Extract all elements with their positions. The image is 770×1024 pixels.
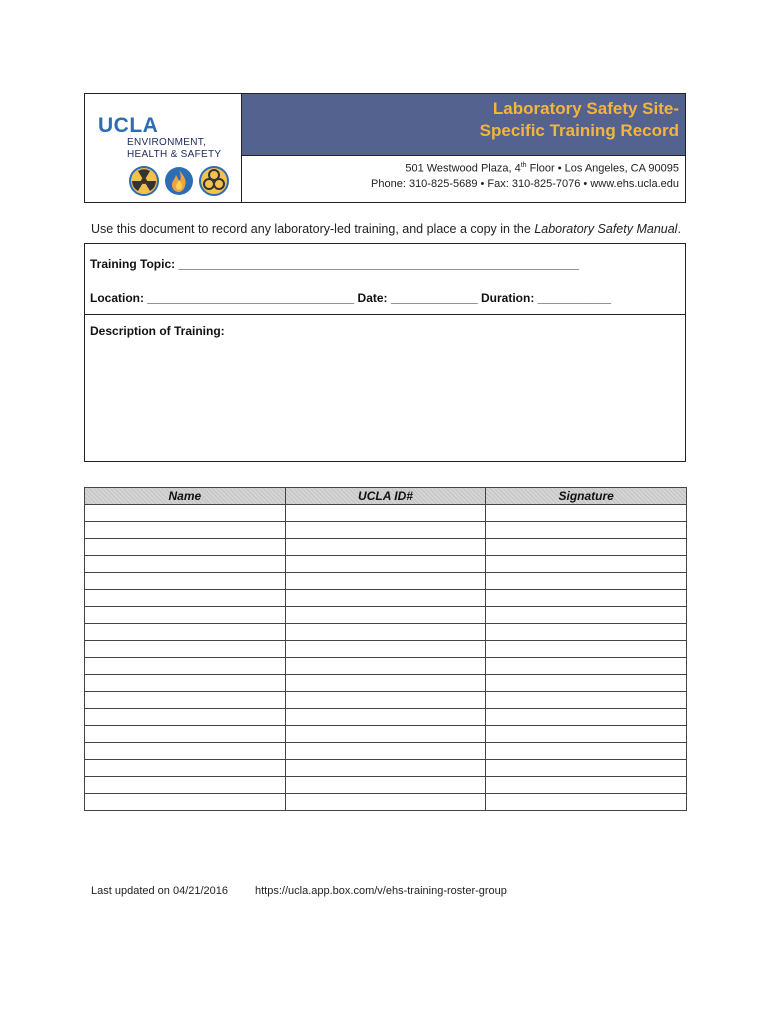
table-row bbox=[85, 794, 687, 811]
signature-cell[interactable] bbox=[486, 641, 687, 658]
biohazard-icon bbox=[200, 167, 228, 195]
name-cell[interactable] bbox=[85, 539, 286, 556]
intro-end: . bbox=[677, 222, 681, 236]
ucla-id-cell[interactable] bbox=[285, 709, 486, 726]
ucla-id-cell[interactable] bbox=[285, 794, 486, 811]
table-row bbox=[85, 573, 687, 590]
name-cell[interactable] bbox=[85, 624, 286, 641]
fire-icon bbox=[165, 167, 193, 195]
logo-subtitle-line2: HEALTH & SAFETY bbox=[127, 149, 222, 160]
document-title bbox=[480, 98, 679, 142]
training-form bbox=[84, 243, 686, 462]
roster-table bbox=[84, 487, 687, 811]
header-box bbox=[84, 93, 686, 203]
logo-wordmark: UCLA bbox=[98, 114, 159, 137]
name-cell[interactable] bbox=[85, 743, 286, 760]
ucla-id-cell[interactable] bbox=[285, 658, 486, 675]
name-cell[interactable] bbox=[85, 607, 286, 624]
name-cell[interactable] bbox=[85, 590, 286, 607]
table-row bbox=[85, 624, 687, 641]
name-cell[interactable] bbox=[85, 777, 286, 794]
table-row bbox=[85, 658, 687, 675]
ucla-id-cell[interactable] bbox=[285, 641, 486, 658]
name-cell[interactable] bbox=[85, 556, 286, 573]
signature-cell[interactable] bbox=[486, 658, 687, 675]
title-line2: Specific Training Record bbox=[479, 121, 679, 140]
address-post: Floor • Los Angeles, CA 90095 bbox=[526, 162, 679, 175]
name-cell[interactable] bbox=[85, 505, 286, 522]
ucla-id-cell[interactable] bbox=[285, 777, 486, 794]
signature-cell[interactable] bbox=[486, 709, 687, 726]
signature-cell[interactable] bbox=[486, 760, 687, 777]
description-label: Description of Training: bbox=[90, 324, 225, 338]
name-cell[interactable] bbox=[85, 692, 286, 709]
ucla-id-cell[interactable] bbox=[285, 726, 486, 743]
name-cell[interactable] bbox=[85, 658, 286, 675]
signature-cell[interactable] bbox=[486, 607, 687, 624]
signature-cell[interactable] bbox=[486, 556, 687, 573]
ucla-id-cell[interactable] bbox=[285, 556, 486, 573]
table-row bbox=[85, 556, 687, 573]
signature-cell[interactable] bbox=[486, 777, 687, 794]
table-row bbox=[85, 675, 687, 692]
table-row bbox=[85, 505, 687, 522]
ucla-id-cell[interactable] bbox=[285, 573, 486, 590]
table-row bbox=[85, 590, 687, 607]
signature-cell[interactable] bbox=[486, 794, 687, 811]
title-line1: Laboratory Safety Site- bbox=[492, 99, 679, 118]
intro-emphasis: Laboratory Safety Manual bbox=[534, 222, 678, 236]
hazard-icons bbox=[129, 166, 233, 196]
ucla-id-cell[interactable] bbox=[285, 692, 486, 709]
contact-line: Phone: 310-825-5689 • Fax: 310-825-7076 • www.ehs.ucla.edu bbox=[371, 178, 679, 190]
intro-main: Use this document to record any laboratory-led training, and place a copy in the bbox=[91, 222, 535, 236]
radiation-icon bbox=[130, 167, 158, 195]
table-row bbox=[85, 641, 687, 658]
roster-body bbox=[85, 505, 687, 811]
table-row bbox=[85, 692, 687, 709]
address-pre: 501 Westwood Plaza, 4 bbox=[405, 162, 521, 175]
table-row bbox=[85, 743, 687, 760]
column-header-signature: Signature bbox=[486, 488, 687, 505]
table-row bbox=[85, 709, 687, 726]
name-cell[interactable] bbox=[85, 709, 286, 726]
table-row bbox=[85, 777, 687, 794]
last-updated: Last updated on 04/21/2016 bbox=[91, 885, 229, 897]
ucla-id-cell[interactable] bbox=[285, 539, 486, 556]
logo-subtitle bbox=[127, 137, 221, 161]
name-cell[interactable] bbox=[85, 522, 286, 539]
signature-cell[interactable] bbox=[486, 573, 687, 590]
title-banner bbox=[242, 94, 685, 156]
signature-cell[interactable] bbox=[486, 692, 687, 709]
roster-header-row bbox=[85, 488, 687, 505]
table-row bbox=[85, 539, 687, 556]
contact-block bbox=[242, 156, 685, 202]
location-date-duration-field[interactable]: Location: _______________________________ Date: _____________ Duration: ___________ bbox=[90, 291, 612, 305]
name-cell[interactable] bbox=[85, 760, 286, 777]
signature-cell[interactable] bbox=[486, 539, 687, 556]
name-cell[interactable] bbox=[85, 573, 286, 590]
signature-cell[interactable] bbox=[486, 590, 687, 607]
table-row bbox=[85, 607, 687, 624]
ucla-id-cell[interactable] bbox=[285, 743, 486, 760]
signature-cell[interactable] bbox=[486, 743, 687, 760]
signature-cell[interactable] bbox=[486, 624, 687, 641]
signature-cell[interactable] bbox=[486, 505, 687, 522]
table-row bbox=[85, 522, 687, 539]
name-cell[interactable] bbox=[85, 726, 286, 743]
signature-cell[interactable] bbox=[486, 522, 687, 539]
footer-link[interactable]: https://ucla.app.box.com/v/ehs-training-roster-group bbox=[255, 885, 507, 897]
training-topic-field[interactable]: Training Topic: ____________________________________________________________ bbox=[90, 257, 579, 271]
name-cell[interactable] bbox=[85, 641, 286, 658]
logo bbox=[85, 94, 242, 202]
intro-text bbox=[91, 222, 681, 236]
logo-subtitle-line1: ENVIRONMENT, bbox=[127, 137, 207, 148]
signature-cell[interactable] bbox=[486, 675, 687, 692]
description-field[interactable] bbox=[85, 340, 685, 460]
ucla-id-cell[interactable] bbox=[285, 760, 486, 777]
name-cell[interactable] bbox=[85, 675, 286, 692]
ucla-id-cell[interactable] bbox=[285, 505, 486, 522]
column-header-ucla-id: UCLA ID# bbox=[285, 488, 486, 505]
table-row bbox=[85, 760, 687, 777]
ucla-id-cell[interactable] bbox=[285, 607, 486, 624]
form-divider bbox=[85, 314, 685, 315]
signature-cell[interactable] bbox=[486, 726, 687, 743]
ucla-id-cell[interactable] bbox=[285, 522, 486, 539]
ucla-id-cell[interactable] bbox=[285, 590, 486, 607]
column-header-name: Name bbox=[85, 488, 286, 505]
name-cell[interactable] bbox=[85, 794, 286, 811]
ucla-id-cell[interactable] bbox=[285, 675, 486, 692]
address-sup: th bbox=[520, 162, 527, 169]
ucla-id-cell[interactable] bbox=[285, 624, 486, 641]
address-line bbox=[405, 162, 679, 175]
table-row bbox=[85, 726, 687, 743]
